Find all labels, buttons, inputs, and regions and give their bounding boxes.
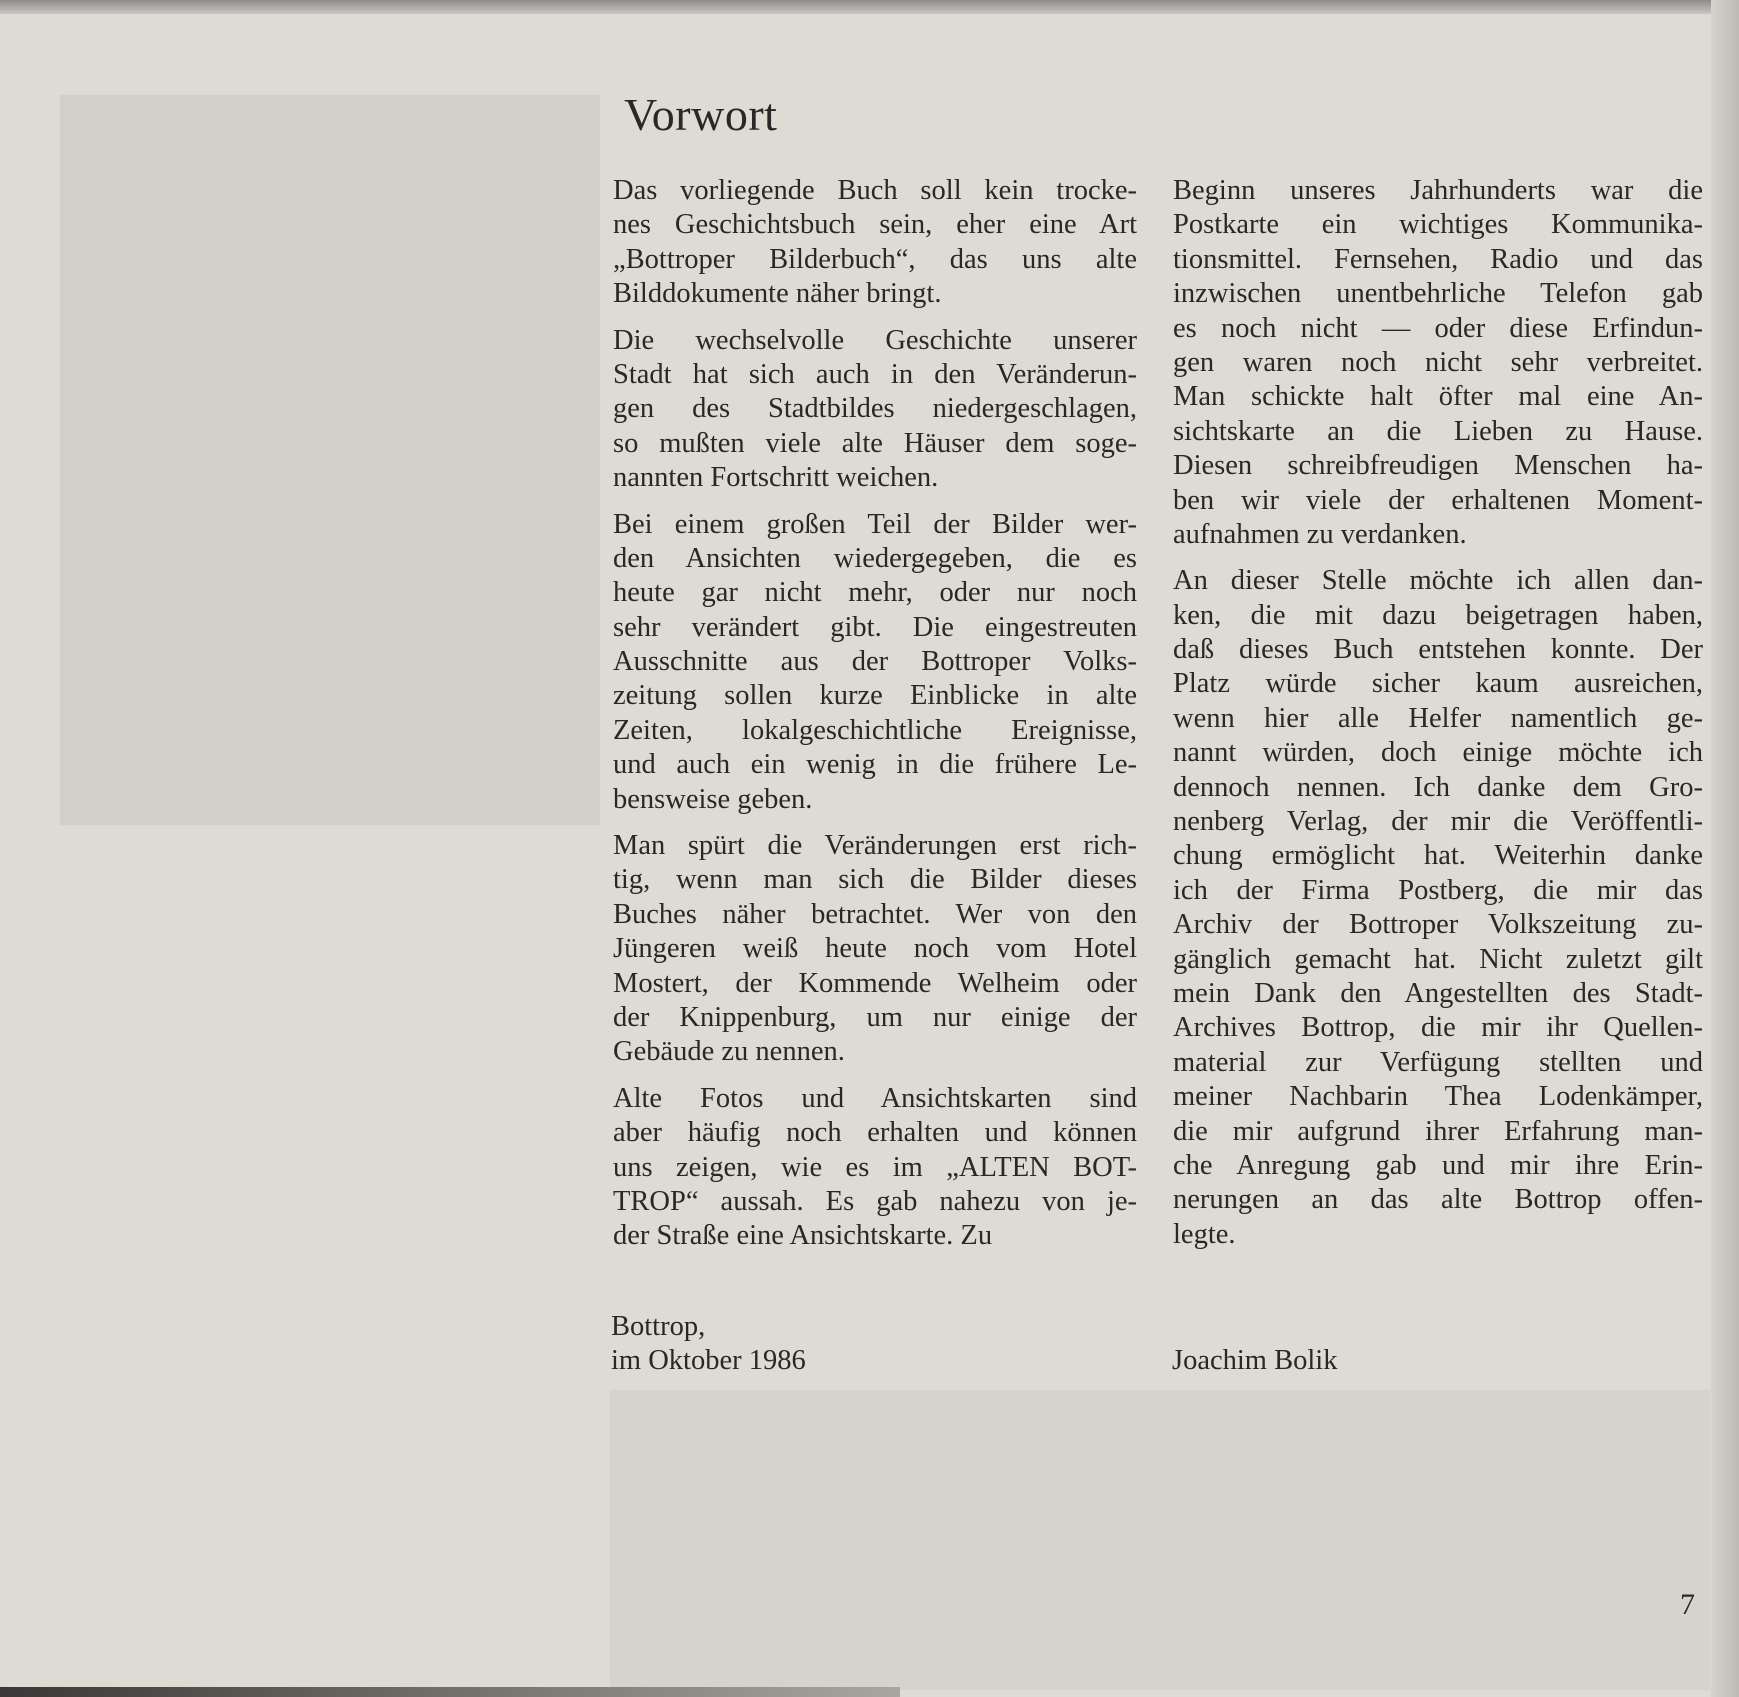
- text-line: nannten Fortschritt weichen.: [613, 462, 939, 494]
- text-line: Das vorliegende Buch soll kein trocke-: [613, 175, 1137, 206]
- text-line: Beginn unseres Jahrhunderts war die: [1173, 175, 1703, 206]
- text-line: Gebäude zu nennen.: [613, 1036, 845, 1068]
- text-line: Buches näher betrachtet. Wer von den: [613, 898, 1137, 930]
- left-text-column: [613, 174, 1137, 1266]
- text-line: Die wechselvolle Geschichte unserer: [613, 324, 1137, 356]
- place: Bottrop,: [611, 1311, 706, 1342]
- text-line: Ausschnitte aus der Bottroper Volks-: [613, 646, 1137, 678]
- text-line: daß dieses Buch entstehen konnte. Der: [1173, 634, 1703, 666]
- text-line: ken, die mit dazu beigetragen haben,: [1173, 599, 1703, 631]
- paragraph: [613, 324, 1137, 496]
- page-title: Vorwort: [624, 89, 778, 140]
- text-line: wenn hier alle Helfer namentlich ge-: [1173, 702, 1703, 734]
- text-line: Postkarte ein wichtiges Kommunika-: [1173, 209, 1703, 241]
- text-line: An dieser Stelle möchte ich allen dan-: [1173, 565, 1703, 597]
- paragraph: [613, 508, 1137, 818]
- text-line: chung ermöglicht hat. Weiterhin danke: [1173, 840, 1703, 872]
- text-line: Archiv der Bottroper Volkszeitung zu-: [1173, 909, 1703, 941]
- text-line: Zeiten, lokalgeschichtliche Ereignisse,: [613, 714, 1137, 746]
- text-line: aber häufig noch erhalten und können: [613, 1117, 1137, 1149]
- text-line: der Knippenburg, um nur einige der: [613, 1001, 1137, 1033]
- text-line: nes Geschichtsbuch sein, eher eine Art: [613, 209, 1137, 241]
- author-signature: Joachim Bolik: [1172, 1345, 1338, 1376]
- text-line: che Anregung gab und mir ihre Erin-: [1173, 1149, 1703, 1181]
- text-line: inzwischen unentbehrliche Telefon gab: [1173, 278, 1703, 310]
- text-line: Archives Bottrop, die mir ihr Quellen-: [1173, 1012, 1703, 1044]
- text-line: meiner Nachbarin Thea Lodenkämper,: [1173, 1081, 1703, 1113]
- text-line: Bilddokumente näher bringt.: [613, 278, 942, 310]
- text-line: es noch nicht — oder diese Erfindun-: [1173, 312, 1703, 344]
- text-line: und auch ein wenig in die frühere Le-: [613, 749, 1137, 781]
- text-line: gen waren noch nicht sehr verbreitet.: [1173, 346, 1703, 378]
- text-line: aufnahmen zu verdanken.: [1173, 518, 1467, 550]
- text-line: zeitung sollen kurze Einblicke in alte: [613, 680, 1137, 712]
- text-line: nerungen an das alte Bottrop offen-: [1173, 1184, 1703, 1216]
- right-text-column: [1173, 174, 1703, 1264]
- text-line: Stadt hat sich auch in den Veränderun-: [613, 358, 1137, 390]
- text-line: sehr verändert gibt. Die eingestreuten: [613, 611, 1137, 643]
- text-line: Alte Fotos und Ansichtskarten sind: [613, 1082, 1137, 1114]
- text-line: tionsmittel. Fernsehen, Radio und das: [1173, 243, 1703, 275]
- place-date: [611, 1310, 806, 1379]
- text-line: uns zeigen, wie es im „ALTEN BOT-: [613, 1151, 1137, 1183]
- page-number: 7: [1680, 1588, 1695, 1621]
- text-line: mein Dank den Angestellten des Stadt-: [1173, 977, 1703, 1009]
- page-bottom-edge: [0, 1687, 900, 1697]
- text-line: Bei einem großen Teil der Bilder wer-: [613, 508, 1137, 540]
- text-line: Man schickte halt öfter mal eine An-: [1173, 381, 1703, 413]
- paragraph: [613, 1082, 1137, 1254]
- show-through-image-left: [60, 95, 600, 825]
- text-line: TROP“ aussah. Es gab nahezu von je-: [613, 1185, 1137, 1217]
- text-line: nannt würden, doch einige möchte ich: [1173, 737, 1703, 769]
- text-line: heute gar nicht mehr, oder nur noch: [613, 577, 1137, 609]
- text-line: gänglich gemacht hat. Nicht zuletzt gilt: [1173, 943, 1703, 975]
- page-right-edge: [1711, 0, 1739, 1697]
- text-line: Man spürt die Veränderungen erst rich-: [613, 830, 1137, 862]
- text-line: ben wir viele der erhaltenen Moment-: [1173, 484, 1703, 516]
- text-line: der Straße eine Ansichtskarte. Zu: [613, 1220, 993, 1252]
- text-line: Mostert, der Kommende Welheim oder: [613, 967, 1137, 999]
- text-line: material zur Verfügung stellten und: [1173, 1046, 1703, 1078]
- text-line: Diesen schreibfreudigen Menschen ha-: [1173, 450, 1703, 482]
- text-line: so mußten viele alte Häuser dem soge-: [613, 427, 1137, 459]
- text-line: sichtskarte an die Lieben zu Hause.: [1173, 415, 1703, 447]
- paragraph: [613, 174, 1137, 312]
- text-line: bensweise geben.: [613, 783, 813, 815]
- text-line: Jüngeren weiß heute noch vom Hotel: [613, 933, 1137, 965]
- text-line: gen des Stadtbildes niedergeschlagen,: [613, 393, 1137, 425]
- paragraph: [1173, 174, 1703, 552]
- text-line: „Bottroper Bilderbuch“, das uns alte: [613, 243, 1137, 275]
- page-top-edge: [0, 0, 1739, 14]
- text-line: tig, wenn man sich die Bilder dieses: [613, 864, 1137, 896]
- date: im Oktober 1986: [611, 1345, 806, 1377]
- paragraph: [1173, 564, 1703, 1252]
- text-line: nenberg Verlag, der mir die Veröffentli-: [1173, 806, 1703, 838]
- text-line: den Ansichten wiedergegeben, die es: [613, 542, 1137, 574]
- show-through-image-right: [610, 1390, 1710, 1690]
- text-line: dennoch nennen. Ich danke dem Gro-: [1173, 771, 1703, 803]
- text-line: ich der Firma Postberg, die mir das: [1173, 874, 1703, 906]
- text-line: legte.: [1173, 1218, 1236, 1250]
- text-line: die mir aufgrund ihrer Erfahrung man-: [1173, 1115, 1703, 1147]
- paragraph: [613, 829, 1137, 1070]
- text-line: Platz würde sicher kaum ausreichen,: [1173, 668, 1703, 700]
